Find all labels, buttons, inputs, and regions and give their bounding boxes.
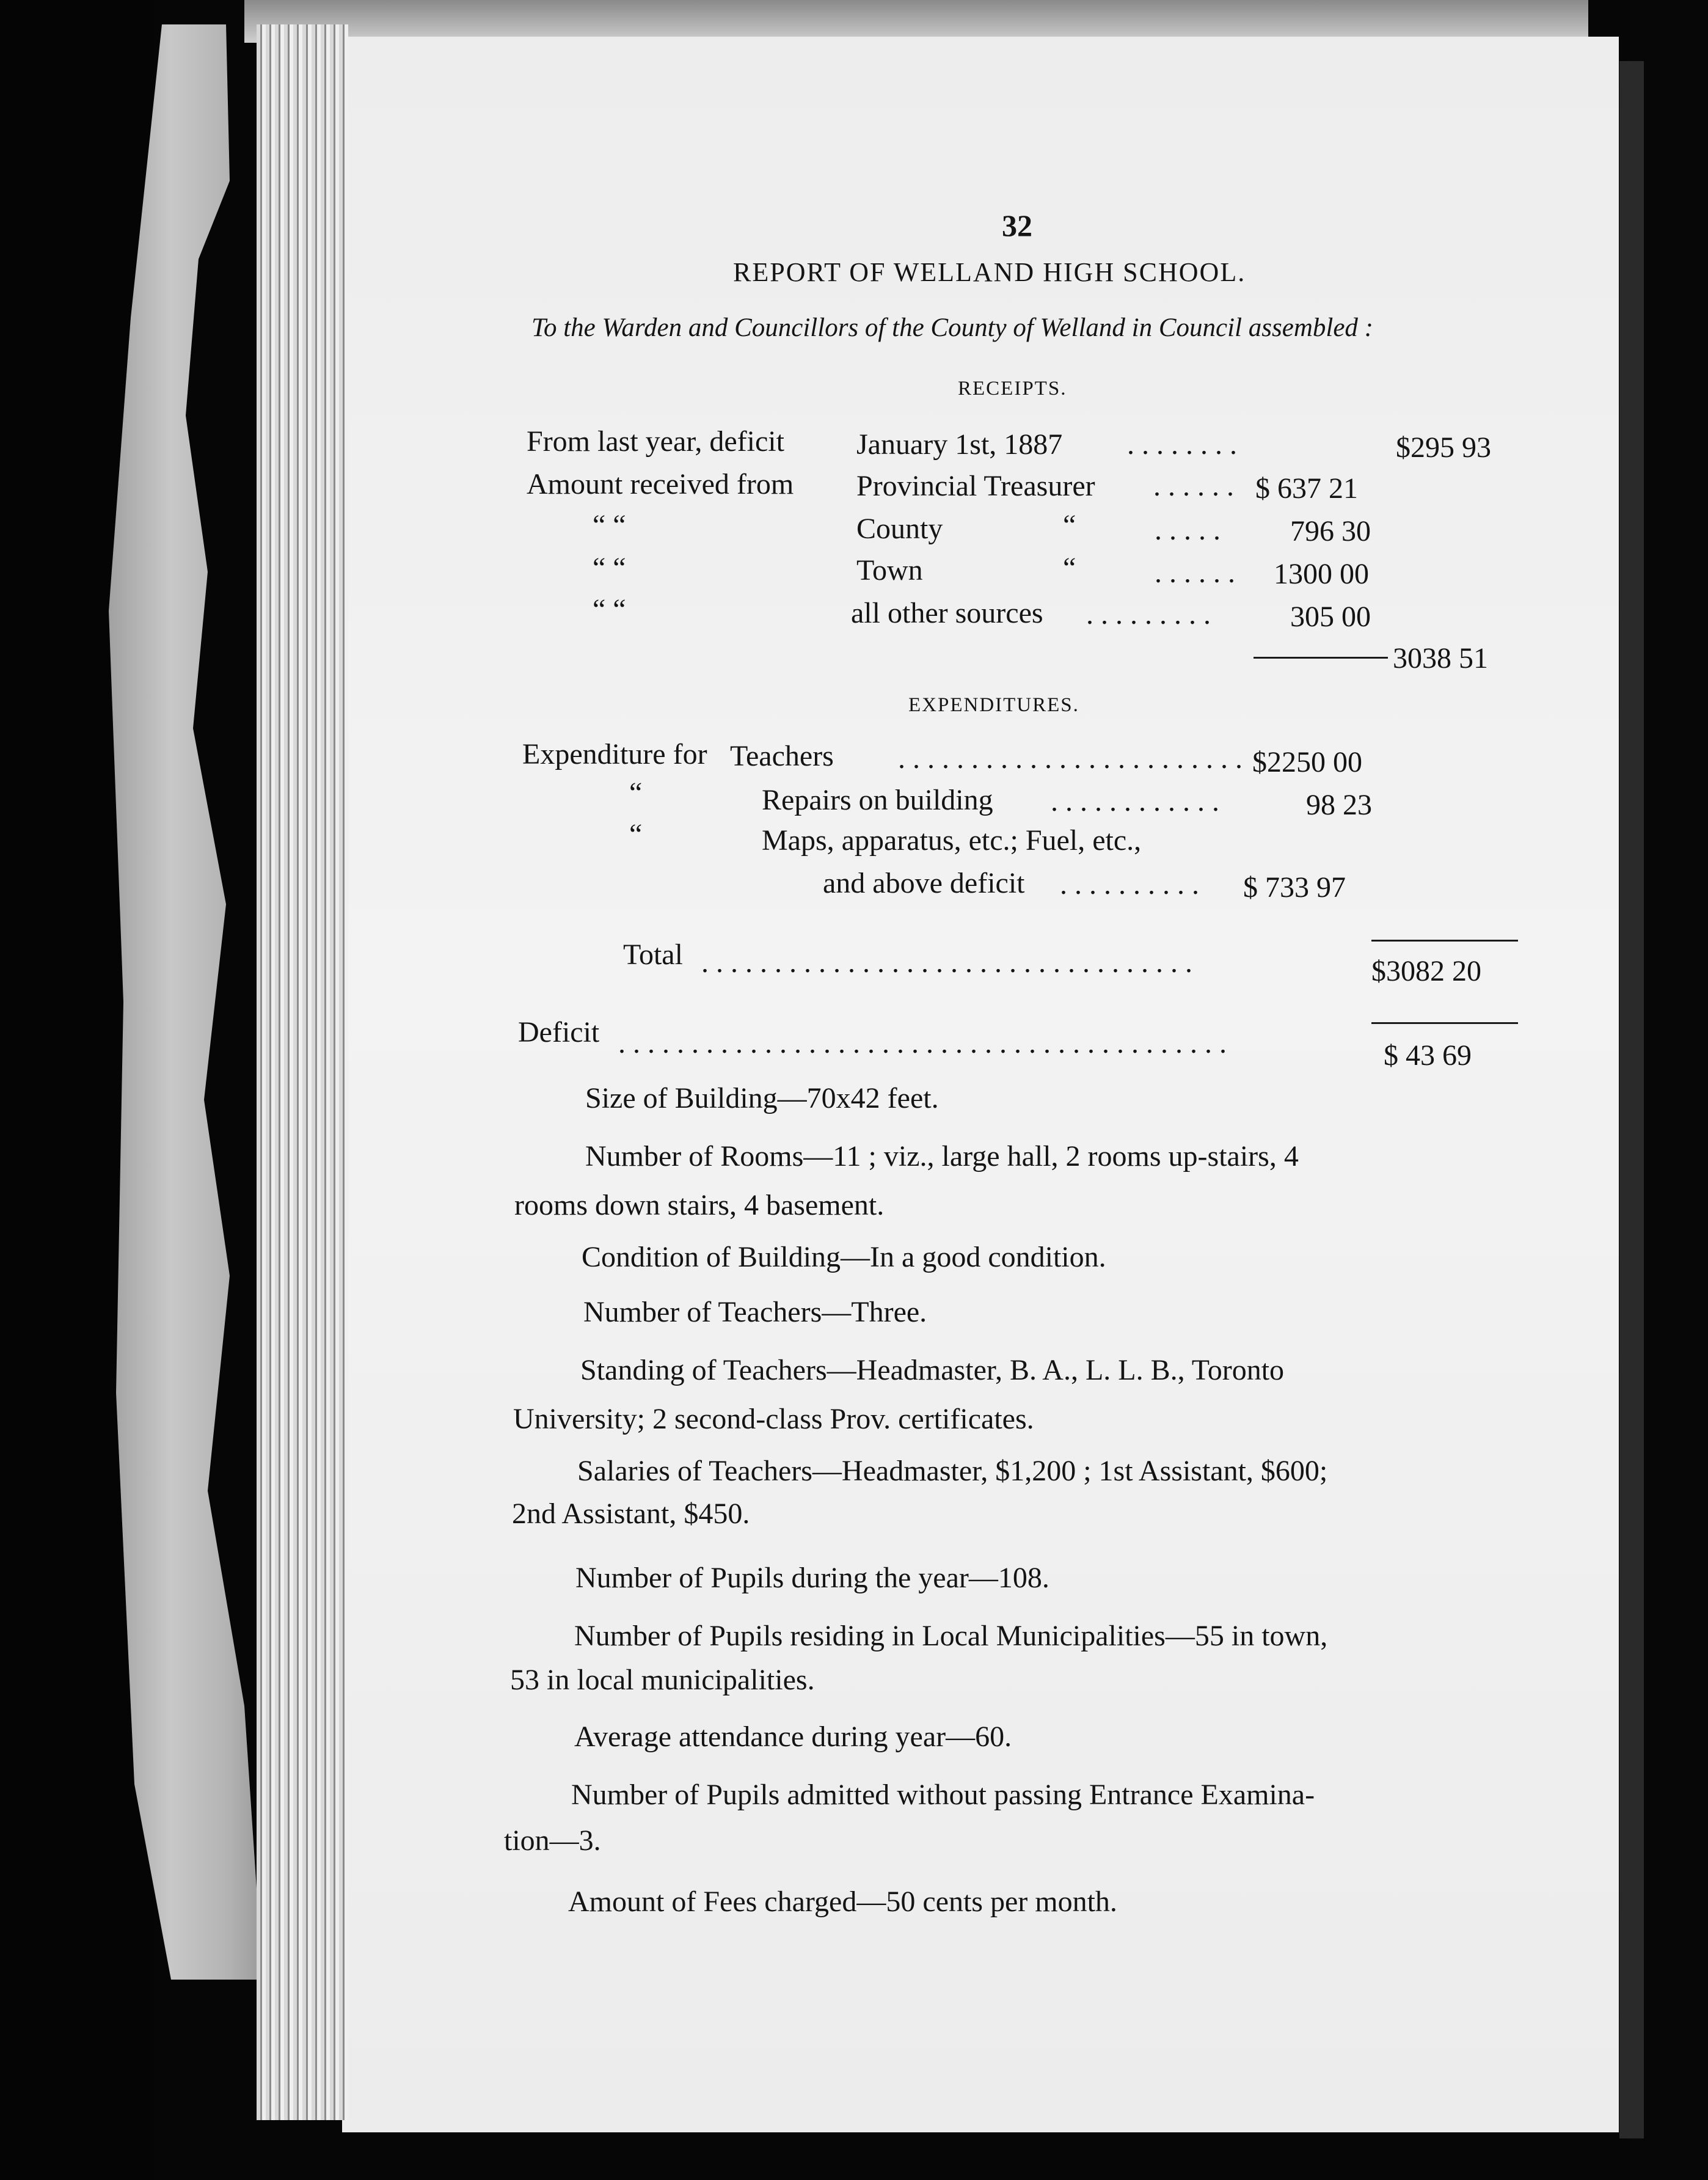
receipt-total-amount: $295 93 — [1396, 431, 1491, 464]
expenditure-dots: . . . . . . . . . . . . — [1051, 785, 1219, 818]
expenditure-amount: $2250 00 — [1252, 746, 1362, 778]
address-line: To the Warden and Councillors of the County of Welland in Council assembled : — [531, 313, 1373, 342]
ditto-mark: “ “ — [593, 552, 626, 584]
expenditure-item: Teachers — [730, 740, 834, 772]
receipt-dots: . . . . . . — [1153, 470, 1234, 502]
ditto-mark: “ “ — [593, 593, 626, 626]
receipt-source: all other sources — [851, 597, 1043, 629]
receipt-amount: $ 637 21 — [1255, 472, 1358, 505]
right-page-edge — [1619, 61, 1644, 2138]
paragraph-teachers-standing: Standing of Teachers—Headmaster, B. A., L. L. B., Toronto — [580, 1354, 1285, 1386]
report-title: REPORT OF WELLAND HIGH SCHOOL. — [733, 257, 1246, 287]
paragraph-admitted-cont: tion—3. — [504, 1824, 601, 1857]
receipt-source: County — [856, 513, 943, 545]
sum-rule — [1254, 657, 1388, 659]
page-number: 32 — [1002, 208, 1032, 243]
receipt-amount: 796 30 — [1290, 515, 1371, 547]
receipt-dots: . . . . . . . . . — [1086, 598, 1211, 631]
receipt-label: From last year, deficit — [527, 425, 784, 458]
expenditure-item: Repairs on building — [762, 784, 993, 816]
ditto-mark: “ — [629, 818, 643, 850]
page-stack-edge — [257, 24, 348, 2120]
receipt-amount: 1300 00 — [1274, 558, 1369, 590]
total-rule — [1371, 940, 1518, 942]
total-amount: $3082 20 — [1371, 955, 1481, 987]
deficit-amount: $ 43 69 — [1384, 1039, 1472, 1072]
paragraph-building-size: Size of Building—70x42 feet. — [585, 1082, 939, 1114]
receipts-total: 3038 51 — [1393, 642, 1488, 675]
paragraph-pupils: Number of Pupils during the year—108. — [575, 1562, 1049, 1594]
ditto-mark: “ “ — [593, 509, 626, 541]
paragraph-salaries-cont: 2nd Assistant, $450. — [512, 1498, 750, 1530]
receipt-dots: . . . . . — [1155, 514, 1221, 546]
paragraph-fees: Amount of Fees charged—50 cents per month. — [568, 1886, 1117, 1918]
paragraph-salaries: Salaries of Teachers—Headmaster, $1,200 ; 1st Assistant, $600; — [577, 1455, 1328, 1487]
expenditure-item: and above deficit — [823, 867, 1025, 899]
expenditure-amount: $ 733 97 — [1243, 871, 1346, 904]
expenditure-dots: . . . . . . . . . . — [1060, 868, 1199, 901]
total-label: Total — [623, 938, 683, 971]
paragraph-pupils-residing-cont: 53 in local municipalities. — [510, 1664, 815, 1696]
ditto-mark: “ — [1063, 509, 1076, 541]
receipts-heading: RECEIPTS. — [958, 378, 1067, 400]
ditto-mark: “ — [629, 777, 643, 809]
expenditure-dots: . . . . . . . . . . . . . . . . . . . . . . . . — [898, 742, 1243, 775]
expenditure-amount: 98 23 — [1306, 789, 1372, 821]
receipt-source: Town — [856, 554, 923, 587]
receipt-dots: . . . . . . . . — [1127, 428, 1237, 461]
paragraph-teachers-count: Number of Teachers—Three. — [583, 1296, 927, 1328]
ditto-mark: “ — [1063, 552, 1076, 584]
receipt-amount: 305 00 — [1290, 601, 1371, 633]
paragraph-rooms-cont: rooms down stairs, 4 basement. — [514, 1189, 885, 1221]
deficit-rule — [1371, 1022, 1518, 1024]
receipt-label: Amount received from — [527, 468, 794, 500]
paragraph-pupils-residing: Number of Pupils residing in Local Municipalities—55 in town, — [574, 1620, 1328, 1652]
receipt-source: January 1st, 1887 — [856, 428, 1063, 461]
receipt-source: Provincial Treasurer — [856, 470, 1095, 502]
deficit-dots: . . . . . . . . . . . . . . . . . . . . . . . . . . . . . . . . . . . . . . . . . . — [618, 1027, 1227, 1059]
receipt-dots: . . . . . . — [1155, 557, 1235, 589]
expenditures-heading: EXPENDITURES. — [908, 694, 1079, 716]
deficit-label: Deficit — [518, 1016, 600, 1048]
paragraph-attendance: Average attendance during year—60. — [574, 1721, 1012, 1753]
paragraph-admitted: Number of Pupils admitted without passing Entrance Examina- — [571, 1779, 1315, 1811]
document-page — [342, 37, 1619, 2132]
expenditure-item: Maps, apparatus, etc.; Fuel, etc., — [762, 824, 1142, 857]
total-dots: . . . . . . . . . . . . . . . . . . . . . . . . . . . . . . . . . . — [701, 946, 1192, 979]
paragraph-teachers-standing-cont: University; 2 second-class Prov. certificates. — [513, 1403, 1034, 1435]
paragraph-rooms: Number of Rooms—11 ; viz., large hall, 2 rooms up-stairs, 4 — [585, 1140, 1299, 1172]
expenditure-label: Expenditure for — [522, 738, 707, 770]
paragraph-condition: Condition of Building—In a good condition. — [582, 1241, 1106, 1273]
